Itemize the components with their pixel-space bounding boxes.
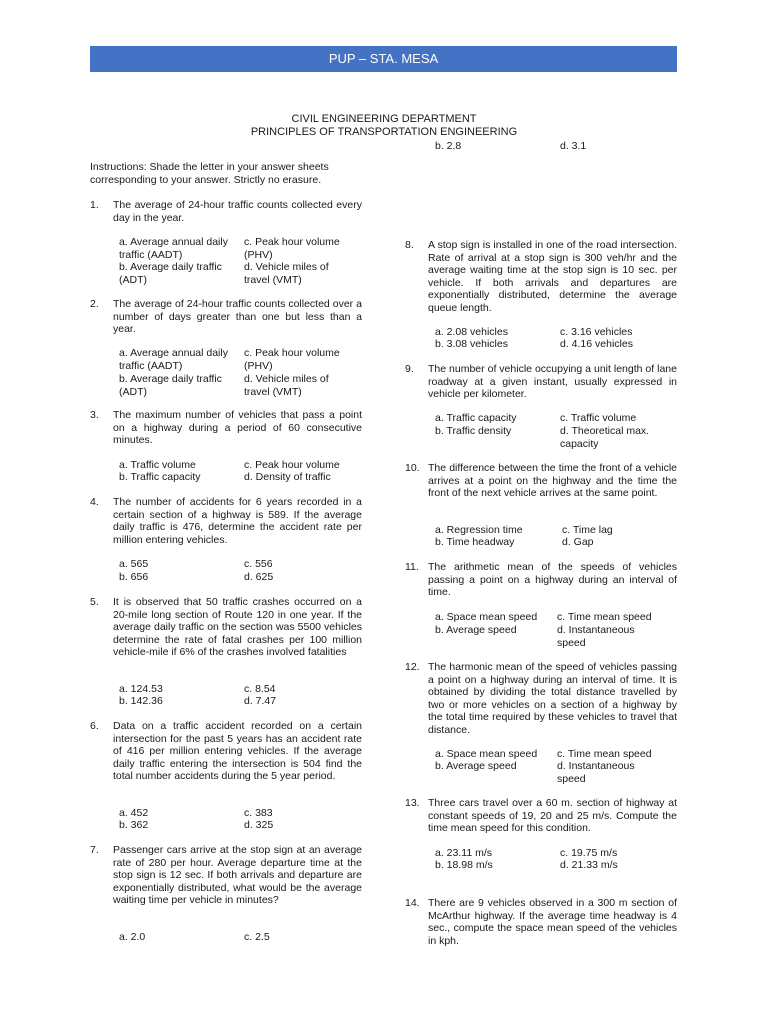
option-b: b. Average daily traffic (ADT) (119, 261, 222, 286)
question-text: The arithmetic mean of the speeds of vehicles passing a point on a highway during an interval of time. (428, 561, 677, 599)
option-a: a. 2.08 vehicles (435, 326, 508, 338)
option-d: d. 625 (244, 571, 274, 583)
question-text: The number of vehicle occupying a unit length of lane roadway at a given instant, usually expressed in vehicle per kilometer. (428, 363, 677, 401)
option-a: a. Average annual daily traffic (AADT) (119, 347, 228, 372)
option-b: b. 656 (119, 571, 149, 583)
question-text: The average of 24-hour traffic counts collected over a number of days greater than one but less than a year. (113, 298, 362, 336)
question-number: 4. (90, 496, 99, 508)
option-c: c. 556 (244, 558, 273, 570)
option-c: c. Time mean speed (557, 748, 652, 760)
header-banner: PUP – STA. MESA (90, 46, 677, 72)
question-number: 9. (405, 363, 414, 375)
option-b: b. 18.98 m/s (435, 859, 493, 871)
option-b: b. Traffic capacity (119, 471, 201, 483)
course-title: PRINCIPLES OF TRANSPORTATION ENGINEERING (250, 126, 518, 138)
option-d: d. 325 (244, 819, 274, 831)
option-a: a. 23.11 m/s (435, 847, 493, 859)
option-c: c. Traffic volume (560, 412, 637, 424)
option-c: c. 3.16 vehicles (560, 326, 633, 338)
option-b: b. Traffic density (435, 425, 512, 437)
option-a: a. Average annual daily traffic (AADT) (119, 236, 228, 261)
question-text: Data on a traffic accident recorded on a certain intersection for the past 5 years has an accident rate of 416 per million entering vehicles. If the average daily traffic entering the intersection is 504 find the total number accidents during the 5 year period. (113, 720, 362, 783)
option-d: d. 21.33 m/s (560, 859, 618, 871)
question-number: 12. (405, 661, 420, 673)
option-c: c. 19.75 m/s (560, 847, 618, 859)
option-d: d. Instantaneous speed (557, 624, 635, 649)
option-c: c. 383 (244, 807, 273, 819)
question-number: 3. (90, 409, 99, 421)
option-d: d. Density of traffic (244, 471, 331, 483)
option-a: a. 2.0 (119, 931, 146, 943)
question-text: It is observed that 50 traffic crashes occurred on a 20-mile long section of Route 120 in one year. If the average daily traffic on the section was 5500 vehicles determine the rate of fatal crashes per 100 million vehicle-mile if 6% of the crashes involved fatalities (113, 596, 362, 659)
question-number: 13. (405, 797, 420, 809)
option-d: d. Theoretical max. capacity (560, 425, 650, 450)
option-c: c. Peak hour volume (244, 459, 340, 471)
question-number: 5. (90, 596, 99, 608)
option-b: b. Time headway (435, 536, 515, 548)
question-number: 6. (90, 720, 99, 732)
question-text: There are 9 vehicles observed in a 300 m section of McArthur highway. If the average time headway is 4 sec., compute the space mean speed of the vehicles in kph. (428, 897, 677, 947)
question-text: Passenger cars arrive at the stop sign at an average rate of 280 per hour. Average departure time at the stop sign is 12 sec. If both arrivals and departure are exponentially distributed, what would be the average waiting time per vehicle in minutes? (113, 844, 362, 907)
carryover-option-b: b. 2.8 (435, 140, 462, 152)
question-number: 8. (405, 239, 414, 251)
option-c: c. Time lag (562, 524, 613, 536)
option-c: c. 8.54 (244, 683, 276, 695)
question-number: 10. (405, 462, 420, 474)
department-title: CIVIL ENGINEERING DEPARTMENT (291, 113, 477, 125)
option-a: a. Space mean speed (435, 611, 538, 623)
option-c: c. Time mean speed (557, 611, 652, 623)
option-b: b. 362 (119, 819, 149, 831)
option-b: b. 142.36 (119, 695, 163, 707)
option-d: d. Vehicle miles of travel (VMT) (244, 373, 329, 398)
question-text: The number of accidents for 6 years recorded in a certain section of a highway is 589. If the average daily traffic is 476, determine the accident rate per million entering vehicles. (113, 496, 362, 546)
option-c: c. 2.5 (244, 931, 270, 943)
option-d: d. Gap (562, 536, 594, 548)
question-number: 14. (405, 897, 420, 909)
option-a: a. Traffic volume (119, 459, 196, 471)
option-b: b. Average daily traffic (ADT) (119, 373, 222, 398)
option-d: d. Vehicle miles of travel (VMT) (244, 261, 329, 286)
option-a: a. Regression time (435, 524, 523, 536)
question-number: 2. (90, 298, 99, 310)
option-c: c. Peak hour volume (PHV) (244, 347, 340, 372)
question-text: Three cars travel over a 60 m. section of highway at constant speeds of 19, 20 and 25 m/s. Compute the time mean speed for this condition. (428, 797, 677, 835)
question-text: A stop sign is installed in one of the road intersection. Rate of arrival at a stop sign is 300 veh/hr and the average waiting time at the stop sign is 10 sec. per vehicle. If both arrivals and departures are exponentially distributed, determine the average queue length. (428, 239, 677, 314)
option-a: a. Traffic capacity (435, 412, 517, 424)
instructions: Instructions: Shade the letter in your answer sheets corresponding to your answer. Strictly no erasure. (90, 161, 329, 186)
question-text: The maximum number of vehicles that pass a point on a highway during a period of 60 consecutive minutes. (113, 409, 362, 447)
question-text: The difference between the time the front of a vehicle arrives at a point on the highway and the time the front of the next vehicle arrives at the same point. (428, 462, 677, 500)
option-a: a. Space mean speed (435, 748, 538, 760)
option-a: a. 124.53 (119, 683, 163, 695)
question-number: 7. (90, 844, 99, 856)
option-d: d. 4.16 vehicles (560, 338, 633, 350)
option-d: d. Instantaneous speed (557, 760, 635, 785)
option-c: c. Peak hour volume (PHV) (244, 236, 340, 261)
option-a: a. 452 (119, 807, 149, 819)
carryover-option-d: d. 3.1 (560, 140, 587, 152)
question-number: 1. (90, 199, 99, 211)
option-b: b. 3.08 vehicles (435, 338, 508, 350)
question-number: 11. (405, 561, 419, 573)
question-text: The average of 24-hour traffic counts collected every day in the year. (113, 199, 362, 224)
option-a: a. 565 (119, 558, 149, 570)
option-d: d. 7.47 (244, 695, 277, 707)
option-b: b. Average speed (435, 760, 517, 772)
question-text: The harmonic mean of the speed of vehicles passing a point on a highway during an interval of time. It is obtained by dividing the total distance travelled by two or more vehicles on a section of a highway by the total time required by these vehicles to travel that distance. (428, 661, 677, 736)
option-b: b. Average speed (435, 624, 517, 636)
